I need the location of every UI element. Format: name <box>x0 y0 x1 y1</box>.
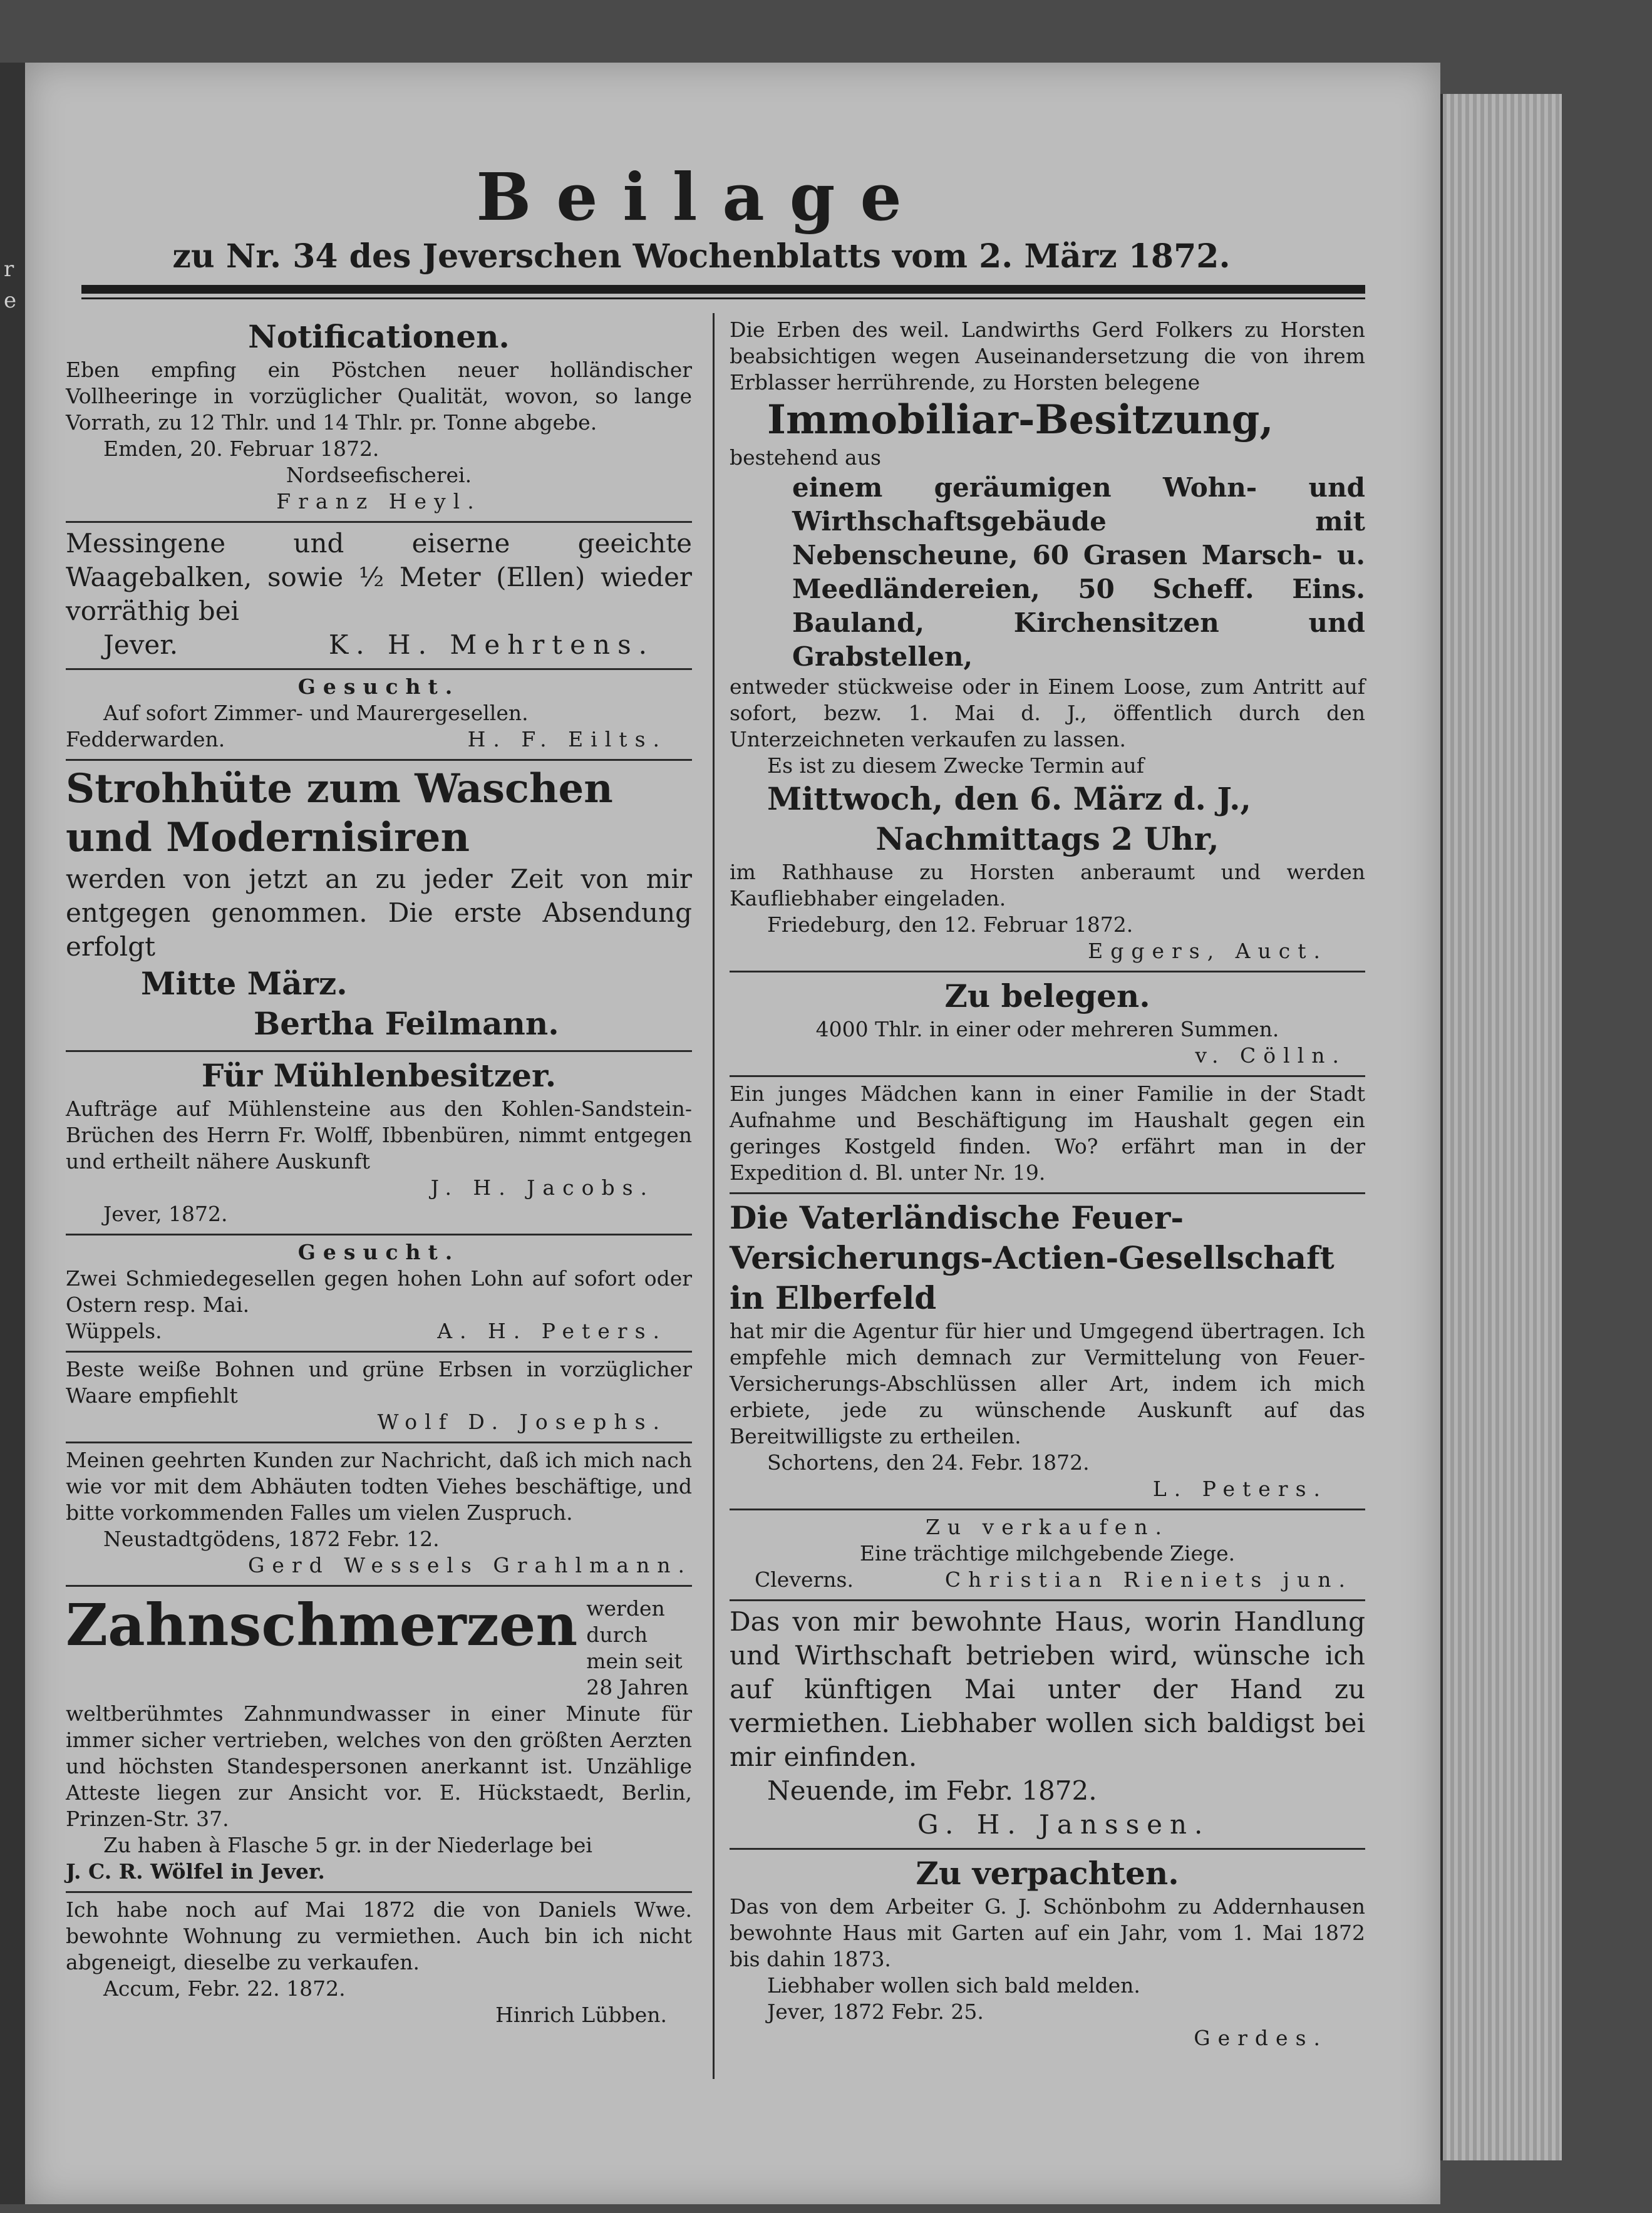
ad-maedchen <box>730 1077 1365 1194</box>
ad-heading: Zahnschmerzen <box>66 1591 578 1659</box>
ad-date: Mittwoch, den 6. März d. J., <box>767 780 1251 817</box>
ad-gesucht-maurer <box>66 670 692 761</box>
ad-place: Friedeburg, den 12. Februar 1872. <box>767 912 1133 937</box>
ad-signer: G. H. Janssen. <box>917 1809 1211 1840</box>
ad-heading: Die Vaterländische Feuer-Versicherungs-Actien-Gesellschaft in Elberfeld <box>730 1199 1335 1316</box>
ad-dealer: J. C. R. Wölfel in Jever. <box>66 1859 325 1884</box>
ad-notificationen <box>66 313 692 523</box>
ad-abhaeuten <box>66 1443 692 1587</box>
ad-signer: Christian Rieniets jun. <box>944 1567 1353 1592</box>
ad-text: Das von mir bewohnte Haus, worin Handlung und Wirthschaft betrieben wird, wünsche ich auf künftigen Mai unter der Hand zu vermiethen. Liebhaber wollen sich baldigst bei mir einfinden. <box>730 1606 1365 1772</box>
ad-zahnschmerzen <box>66 1587 692 1893</box>
ad-immobiliar <box>730 313 1365 972</box>
ad-signer: v. Cölln. <box>1195 1043 1346 1068</box>
ad-location: im Rathhause zu Horsten anberaumt und werden Kaufliebhaber eingeladen. <box>730 860 1365 910</box>
ad-text: Das von dem Arbeiter G. J. Schönbohm zu Addernhausen bewohnte Haus mit Garten auf ein Jahr, vom 1. Mai 1872 bis dahin 1873. <box>730 1894 1365 1971</box>
ad-side-text: werden durch mein seit 28 Jahren <box>586 1596 689 1700</box>
ad-place: Emden, 20. Februar 1872. <box>103 436 379 461</box>
ad-firm: Nordseefischerei. <box>286 463 472 487</box>
ad-text: weltberühmtes Zahnmundwasser in einer Minute für immer sicher vertrieben, welches von den größten Aerzten und höchsten Standespersonen anerkannt ist. Unzählige Atteste liegen zur Ansicht vor. E. Hückstaedt, Berlin, Prinzen-Str. 37. <box>66 1701 692 1831</box>
ad-text: Ich habe noch auf Mai 1872 die von Daniels Wwe. bewohnte Wohnung zu vermiethen. Auch bin ich nicht abgeneigt, dieselbe zu verkaufen. <box>66 1897 692 1974</box>
ad-place: Neuende, im Febr. 1872. <box>767 1775 1097 1806</box>
ad-heading: Immobiliar-Besitzung, <box>767 396 1274 443</box>
ad-date: Mitte März. <box>141 965 348 1002</box>
ad-text: Beste weiße Bohnen und grüne Erbsen in vorzüglicher Waare empfiehlt <box>66 1357 692 1408</box>
header-rule-thin <box>81 297 1365 299</box>
ad-signer: Franz Heyl. <box>276 489 482 513</box>
ad-text: werden von jetzt an zu jeder Zeit von mir entgegen genommen. Die erste Absendung erfolgt <box>66 864 692 962</box>
ad-signer: Bertha Feilmann. <box>254 1005 559 1042</box>
ad-signer: Gerdes. <box>1194 2026 1328 2050</box>
right-column <box>730 313 1365 2058</box>
ad-intro: Die Erben des weil. Landwirths Gerd Folkers zu Horsten beabsichtigen wegen Auseinandersetzung die von ihrem Erblasser herrührende, zu Horsten belegene <box>730 317 1365 395</box>
ad-heading: Zu verkaufen. <box>925 1515 1170 1539</box>
ad-signer: L. Peters. <box>1152 1477 1328 1501</box>
ad-sale: Zu haben à Flasche 5 gr. in der Niederlage bei <box>103 1833 592 1857</box>
ad-text: Eine trächtige milchgebende Ziege. <box>859 1541 1236 1566</box>
ad-signer: Wolf D. Josephs. <box>377 1410 667 1434</box>
masthead <box>75 160 1328 279</box>
ad-ziege <box>730 1510 1365 1601</box>
ad-text: 4000 Thlr. in einer oder mehreren Summen. <box>815 1017 1279 1041</box>
ad-signer: Eggers, Auct. <box>1088 939 1328 963</box>
supplement-subtitle: zu Nr. 34 des Jeverschen Wochenblatts vom 2. März 1872. <box>172 237 1231 276</box>
ad-details: einem geräumigen Wohn- und Wirthschaftsgebäude mit Nebenscheune, 60 Grasen Marsch- u. Meedländereien, 50 Scheff. Eins. Bauland, Kirchensitzen und Grabstellen, <box>792 472 1365 672</box>
ad-haus <box>730 1601 1365 1850</box>
ad-consist: bestehend aus <box>730 445 881 470</box>
ad-wohnung <box>66 1893 692 2035</box>
ad-feuerversicherung <box>730 1194 1365 1510</box>
ad-text: Meinen geehrten Kunden zur Nachricht, daß ich mich nach wie vor mit dem Abhäuten todten Viehes beschäftige, und bitte vorkommenden Falles um vielen Zuspruch. <box>66 1448 692 1525</box>
ad-gesucht-schmiede <box>66 1235 692 1353</box>
ad-zu-belegen <box>730 972 1365 1077</box>
ad-signer: Hinrich Lübben. <box>495 2003 667 2027</box>
ad-heading: Notificationen. <box>248 318 510 355</box>
ad-signer: H. F. Eilts. <box>467 727 667 751</box>
ad-heading: Für Mühlenbesitzer. <box>201 1057 557 1094</box>
ad-heading: Zu verpachten. <box>916 1855 1179 1892</box>
edge-mark: e <box>4 288 17 313</box>
ad-heading: Gesucht. <box>297 674 460 699</box>
ad-place: Schortens, den 24. Febr. 1872. <box>767 1450 1090 1475</box>
ad-termin: Es ist zu diesem Zwecke Termin auf <box>767 753 1145 778</box>
ad-text: Ein junges Mädchen kann in einer Familie in der Stadt Aufnahme und Beschäftigung im Haushalt gegen ein geringes Kostgeld finden. Wo? erfährt man in der Expedition d. Bl. unter Nr. 19. <box>730 1081 1365 1185</box>
book-edge <box>1440 94 1562 2160</box>
ad-place: Cleverns. <box>755 1567 854 1592</box>
edge-mark: r <box>4 257 14 282</box>
ad-heading: Strohhüte zum Waschen und Modernisiren <box>66 765 613 861</box>
header-rule <box>81 285 1365 294</box>
ad-place: Accum, Febr. 22. 1872. <box>103 1976 346 2001</box>
ad-text: Aufträge auf Mühlensteine aus den Kohlen-Sandstein-Brüchen des Herrn Fr. Wolff, Ibbenbüren, nimmt entgegen und ertheilt nähere Auskunft <box>66 1096 692 1174</box>
binding-edge <box>0 63 25 2204</box>
ad-place: Wüppels. <box>66 1319 162 1343</box>
ad-place: Jever, 1872. <box>103 1202 228 1226</box>
ad-time: Nachmittags 2 Uhr, <box>875 820 1219 857</box>
ad-heading: Gesucht. <box>297 1240 460 1264</box>
ad-signer: J. H. Jacobs. <box>430 1175 654 1200</box>
ad-text: Zwei Schmiedegesellen gegen hohen Lohn auf sofort oder Ostern resp. Mai. <box>66 1266 692 1317</box>
ad-text: Auf sofort Zimmer- und Maurergesellen. <box>103 701 529 725</box>
left-column <box>66 313 692 2035</box>
ad-signer: A. H. Peters. <box>437 1319 667 1343</box>
ad-signer: Gerd Wessels Grahlmann. <box>248 1553 692 1577</box>
ad-place: Fedderwarden. <box>66 727 225 751</box>
ad-note: Liebhaber wollen sich bald melden. <box>767 1973 1140 1998</box>
ad-verpachten <box>730 1850 1365 2058</box>
ad-place: Jever. <box>103 629 178 660</box>
ad-text: Eben empfing ein Pöstchen neuer holländischer Vollheeringe in vorzüglicher Qualität, wovon, so lange Vorrath, zu 12 Thlr. und 14 Thlr. pr. Tonne abgebe. <box>66 358 692 435</box>
ad-signer: K. H. Mehrtens. <box>328 629 654 660</box>
ad-bohnen <box>66 1353 692 1443</box>
ad-text: hat mir die Agentur für hier und Umgegend übertragen. Ich empfehle mich demnach zur Vermittelung von Feuer-Versicherungs-Abschlüssen aller Art, indem ich mich erbiete, jede zu wünschende Auskunft auf das Bereitwilligste zu ertheilen. <box>730 1319 1365 1448</box>
ad-heading: Zu belegen. <box>944 978 1150 1014</box>
ad-text: Messingene und eiserne geeichte Waagebalken, sowie ½ Meter (Ellen) wieder vorräthig bei <box>66 528 692 626</box>
ad-waage <box>66 523 692 670</box>
column-divider <box>713 313 715 2079</box>
ad-text: entweder stückweise oder in Einem Loose, zum Antritt auf sofort, bezw. 1. Mai d. J., öffentlich durch den Unterzeichneten verkaufen zu lassen. <box>730 674 1365 751</box>
ad-strohhuete <box>66 761 692 1052</box>
supplement-title: Beilage <box>476 158 927 235</box>
ad-muehlen <box>66 1052 692 1235</box>
ad-place: Neustadtgödens, 1872 Febr. 12. <box>103 1527 440 1551</box>
ad-place: Jever, 1872 Febr. 25. <box>767 1999 984 2024</box>
